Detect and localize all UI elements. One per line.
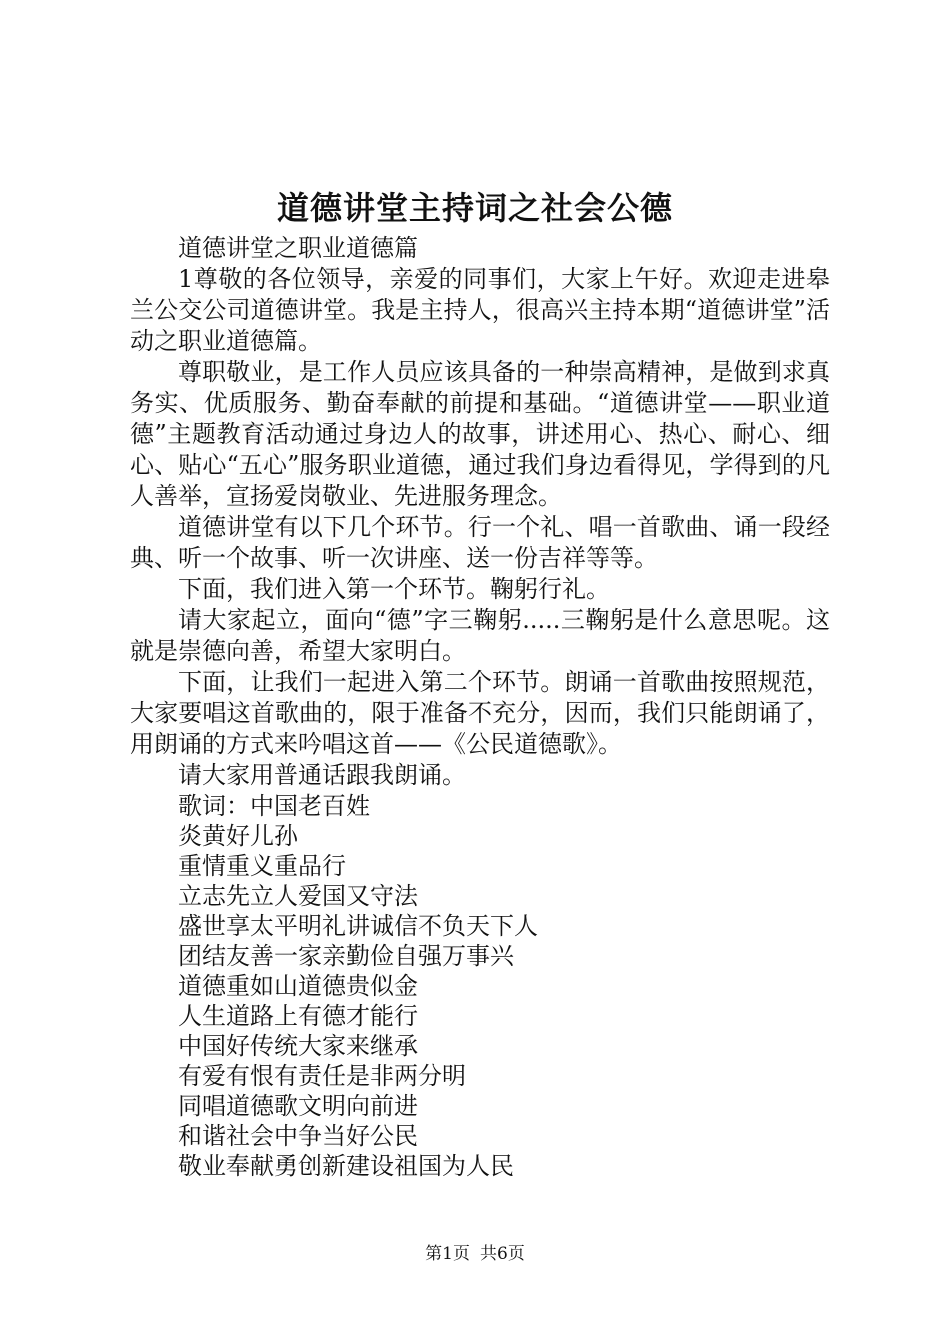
- lyric-line: 歌词：中国老百姓: [178, 792, 370, 820]
- section-heading: 道德讲堂之职业道德篇: [178, 234, 418, 262]
- lyric-line: 盛世享太平明礼讲诚信不负天下人: [178, 912, 538, 940]
- paragraph: 下面，让我们一起进入第二个环节。朗诵一首歌曲按照规范，大家要唱这首歌曲的，限于准备不充分，因而，我们只能朗诵了，用朗诵的方式来吟唱这首——《公民道德歌》。: [130, 668, 830, 758]
- paragraph: 尊职敬业，是工作人员应该具备的一种崇高精神，是做到求真务实、优质服务、勤奋奉献的前提和基础。“道德讲堂——职业道德”主题教育活动通过身边人的故事，讲述用心、热心、耐心、细心、贴心“五心”服务职业道德，通过我们身边看得见，学得到的凡人善举，宣扬爱岗敬业、先进服务理念。: [130, 358, 830, 510]
- document-title: 道德讲堂主持词之社会公德: [276, 189, 673, 227]
- page-total: 共6页: [480, 1244, 525, 1264]
- lyric-line: 人生道路上有德才能行: [178, 1002, 418, 1030]
- lyric-line: 和谐社会中争当好公民: [178, 1122, 418, 1150]
- paragraph: 1尊敬的各位领导，亲爱的同事们，大家上午好。欢迎走进皋兰公交公司道德讲堂。我是主持人，很高兴主持本期“道德讲堂”活动之职业道德篇。: [130, 265, 830, 355]
- document-body: [130, 233, 830, 1181]
- lyric-line: 道德重如山道德贵似金: [178, 972, 418, 1000]
- lyric-line: 有爱有恨有责任是非两分明: [178, 1062, 466, 1090]
- lyric-line: 重情重义重品行: [178, 852, 346, 880]
- lyric-line: 同唱道德歌文明向前进: [178, 1092, 418, 1120]
- page-footer: [0, 1242, 950, 1266]
- page-number: 第1页: [425, 1244, 470, 1264]
- paragraph: 道德讲堂有以下几个环节。行一个礼、唱一首歌曲、诵一段经典、听一个故事、听一次讲座、送一份吉祥等等。: [130, 513, 830, 572]
- lyric-line: 敬业奉献勇创新建设祖国为人民: [178, 1152, 514, 1180]
- paragraph: 请大家用普通话跟我朗诵。: [178, 761, 466, 789]
- paragraph: 请大家起立，面向“德”字三鞠躬.....三鞠躬是什么意思呢。这就是崇德向善，希望大家明白。: [130, 606, 830, 665]
- paragraph: 下面，我们进入第一个环节。鞠躬行礼。: [178, 575, 610, 603]
- lyric-line: 中国好传统大家来继承: [178, 1032, 418, 1060]
- lyric-line: 立志先立人爱国又守法: [178, 882, 418, 910]
- lyric-line: 炎黄好儿孙: [178, 822, 298, 850]
- lyric-line: 团结友善一家亲勤俭自强万事兴: [178, 942, 514, 970]
